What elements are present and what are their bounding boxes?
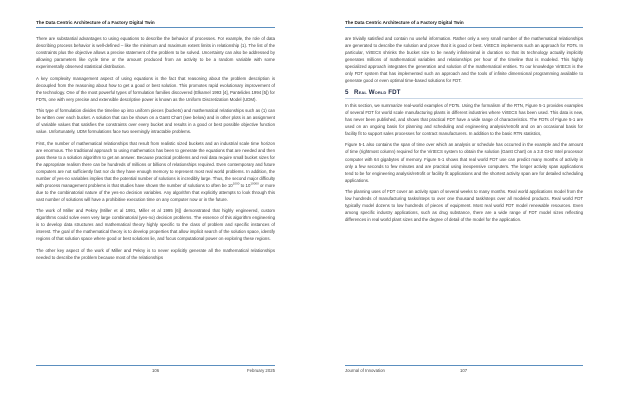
paragraph: A key complexity management aspect of using equations is the fact that reasoning about the problem description is decoupled from the reasoning about how to get a good or best solution. This promotes rapid evolutionary improvement of the technology. One of the most powerful types of formulation families discovered (Elkamel 1993 [4], Pantelides 1994 [5]) for FDTs, one with very precise and extensible descriptive power is known as the Uniform Discretization Model (UDM). [36,75,275,102]
page-body [345,35,583,228]
page-number: 106 [152,368,160,373]
exponent: 1000 [232,181,240,186]
paragraph: The work of Miller and Pekny (Miller et al 1991, Miller et al 1995 [6]) demonstrated that highly engineered, custom algorithms could solve even very large combinatorial (yes-no) decision problems. The essence of this algorithm engineering is to develop data structures and mathematical theory highly specific to the class of problem and specific instances of interest. The goal of the mathematical theory is to develop properties that allow implicit search of the solution space, identify regions of that solution space where good or best solutions lie, and focus computational power on exploring these regions. [36,208,275,242]
paragraph: There are substantial advantages to using equations to describe the behavior of processes. For example, the role of data describing process behavior is well-defined – like the minimum and maximum extent limits in relationship (1). The list of the constraints plus the objective allows a precise statement of the problem to be solved. Uncertainty can also be addressed by allowing parameters like cycle time or the amount produced from an activity to be a random variable with some experimentally observed statistical distribution. [36,36,275,70]
issue-date: February 2025 [247,368,275,373]
section-title: Real World FDT [354,89,401,97]
text-run: to [239,182,246,188]
page-footer [36,365,275,376]
text-run: 10 [227,182,233,188]
paragraph: In this section, we summarize real-world examples of FDTs. Using the formalism of the RTN, Figure 5-1 provides examples of several FDT for world scale manufacturing plants in different industries where VirtECS has been used. This data is new, has never been published, and shows that practical FDT have a wide range of characteristics. The FDTs of Figure 5-1 are used on an ongoing basis for planning and scheduling and engineering analysis/retrofit and on an occasional basis for facility fit to support sales processes for contract manufacturers. In addition to the basic RTN statistics, [345,102,583,137]
right-page [345,0,583,400]
page-number: 107 [460,368,468,373]
text-run: First, the number of mathematical relationships that result from realistic sized buckets and an industrial scale time horizon are enormous. The traditional approach to using mathematics has been to generate the equations that are needed and then pass these to a solution algorithm to get an answer. Because practical problems and real data require small bucket sizes for the appropriate realism there can be hundreds of millions or billions of relationships required. Even contemporary and future computers are not sufficiently fast nor do they have enough memory to represent most real world problems. In addition, the number of yes-no variables implies that the potential number of solutions is incredibly large. Thus, the second major difficulty with process management problems is that studies have shown the number of solutions to often be [36,140,275,188]
paragraph-with-exponents [36,140,275,203]
text-run: or more due to the combinatorial nature of the yes-no decision variables. Any algorithm that explicitly attempts to look through this vast number of solutions will have a prohibitive execution time on any computer now or in the future. [36,182,275,202]
running-head: The Data Centric Architecture of a Factory Digital Twin [36,20,275,28]
page-footer [345,365,583,376]
left-page [36,0,275,400]
paragraph: The other key aspect of the work of Miller and Pekny is to never explicitly generate all the mathematical relationships needed to describe the problem because most of the relationships [36,247,275,260]
running-head: The Data Centric Architecture of a Factory Digital Twin [345,20,583,28]
page-body [36,35,275,265]
exponent: 10000 [250,181,259,186]
text-run: 10 [245,182,251,188]
section-number: 5 [345,89,349,97]
section-heading [345,89,583,99]
paragraph: are trivially satisfied and contain no useful information. Rather only a very small number of the mathematical relationships are generated to describe the solution and prove that it is good or best. VirtECS implements such an approach for FDTs. In particular, VirtECS shrinks the bucket size to be nearly infinitesimal in duration so that its technology actually implicitly generates millions of mathematical variables and relationships per hour of the timeline that is modeled. This highly specialized approach integrates the generation and solution of the mathematical entities. To our knowledge VirtECS is the only FDT system that has implemented such an approach and the tools of infinite dimensional programming available to generate good or even optimal time-based solutions for FDT. [345,36,583,84]
paragraph: This type of formulation divides the timeline up into uniform pieces (buckets) and mathematical relationships such as (1) can be written over each bucket. A solution that can be shown on a Gantt Chart (see below) and in other plots is an assignment of variable values that satisfies the constraints over every bucket and results in a good or best possible objective function value. Unfortunately, UDM formulations face two seemingly intractable problems. [36,108,275,135]
journal-name: Journal of Innovation [345,368,385,373]
paragraph: Figure 5-1 also contains the span of time over which an analysis or schedule has occurred in the example and the amount of time (rightmost column) required for the VirtECS system to obtain the solution (Gantt Chart) on a 3.0 GHz Intel processor computer with 64 gigabytes of memory. Figure 5-1 shows that real world FDT use can predict many months of activity in only a few seconds to few minutes and are practical using inexpensive computers. The longer activity span applications tend to be for engineering analysis/retrofit or facility fit applications and the shortest activity span are for detailed scheduling applications. [345,142,583,183]
paragraph: The planning uses of FDT cover an activity span of several weeks to many months. Real world applications model from the low hundreds of manufacturing tasks/steps to over one thousand task/steps over all modeled products. Real world FDT typically model dozens to low hundreds of pieces of equipment. Most real world FDT model renewable resources. Even among specific industry applications, such as drug substance, there are a wide range of FDT model sizes reflecting differences in real world plant sizes and the degree of detail of the model for the application. [345,188,583,223]
